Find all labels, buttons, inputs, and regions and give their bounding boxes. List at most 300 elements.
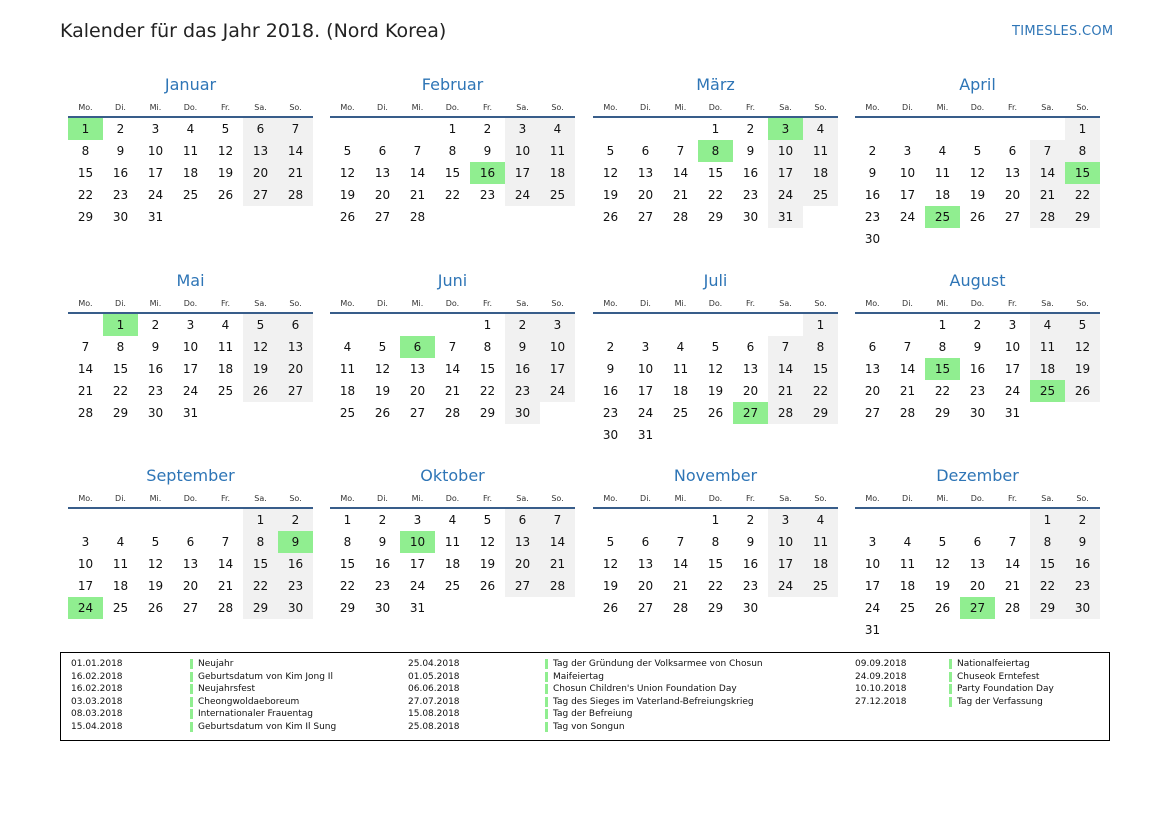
empty-cell: [855, 314, 890, 336]
day: 8: [1030, 531, 1065, 553]
empty-cell: [365, 314, 400, 336]
day: 26: [217, 188, 234, 202]
day: 2: [151, 318, 160, 332]
day: 18: [339, 384, 356, 398]
day: 21: [672, 579, 689, 593]
weekday-label: Fr.: [220, 494, 231, 503]
day: 9: [973, 340, 982, 354]
empty-cell: [698, 314, 733, 336]
weekday-label: Do.: [708, 103, 723, 112]
day: 31: [1004, 406, 1021, 420]
day: 7: [903, 340, 912, 354]
day: 17: [147, 166, 164, 180]
day: 8: [81, 144, 90, 158]
day: 13: [864, 362, 881, 376]
day: 18: [672, 384, 689, 398]
day: 9: [116, 144, 125, 158]
weekday-label: Di.: [115, 103, 126, 112]
day: 21: [1030, 184, 1065, 206]
day: 18: [112, 579, 129, 593]
day: 20: [409, 384, 426, 398]
day: 27: [278, 380, 313, 402]
day: 21: [672, 188, 689, 202]
day: 31: [409, 601, 426, 615]
day: 4: [116, 535, 125, 549]
day: 17: [768, 162, 803, 184]
legend-date: 15.08.2018: [408, 709, 460, 720]
day: 26: [147, 601, 164, 615]
legend-entry: [61, 696, 1109, 709]
day: 30: [864, 232, 881, 246]
legend-holiday-name: Maifeiertag: [553, 671, 604, 682]
day: 8: [1065, 140, 1100, 162]
day: 27: [864, 406, 881, 420]
weekday-label: Di.: [377, 494, 388, 503]
holiday-day: 6: [400, 336, 435, 358]
holiday-day: 15: [1065, 162, 1100, 184]
day: 13: [243, 140, 278, 162]
day: 29: [479, 406, 496, 420]
weekday-header: [855, 294, 1100, 314]
day: 21: [278, 162, 313, 184]
day: 16: [278, 553, 313, 575]
day-grid: [855, 118, 1100, 250]
day: 20: [864, 384, 881, 398]
day: 9: [151, 340, 160, 354]
day: 28: [217, 601, 234, 615]
day: 8: [448, 144, 457, 158]
day: 15: [479, 362, 496, 376]
day: 17: [637, 384, 654, 398]
legend-date: 06.06.2018: [408, 684, 460, 695]
day: 12: [217, 144, 234, 158]
legend-entry: [61, 721, 1109, 734]
day: 8: [711, 535, 720, 549]
day: 6: [243, 118, 278, 140]
day: 27: [637, 210, 654, 224]
empty-cell: [855, 118, 890, 140]
weekday-header: [593, 294, 838, 314]
day: 10: [540, 336, 575, 358]
day: 19: [707, 384, 724, 398]
weekday-label: Do.: [445, 103, 460, 112]
day: 19: [217, 166, 234, 180]
weekday-label: So.: [814, 299, 827, 308]
day: 6: [641, 144, 650, 158]
weekday-label: Mo.: [865, 103, 880, 112]
day: 8: [343, 535, 352, 549]
day: 4: [221, 318, 230, 332]
day: 5: [606, 535, 615, 549]
day: 23: [479, 188, 496, 202]
day: 5: [243, 314, 278, 336]
weekday-header: [330, 489, 575, 509]
weekday-label: Mi.: [674, 299, 687, 308]
weekday-label: Di.: [640, 494, 651, 503]
day: 30: [969, 406, 986, 420]
day: 9: [378, 535, 387, 549]
day: 22: [112, 384, 129, 398]
day: 18: [217, 362, 234, 376]
day: 30: [602, 428, 619, 442]
empty-cell: [890, 314, 925, 336]
day: 4: [343, 340, 352, 354]
day: 14: [217, 557, 234, 571]
day-grid: [68, 118, 313, 228]
weekday-label: Do.: [708, 494, 723, 503]
day: 13: [969, 557, 986, 571]
day: 29: [339, 601, 356, 615]
day: 11: [1030, 336, 1065, 358]
legend-holiday-name: Tag der Gründung der Volksarmee von Chosun: [553, 659, 763, 669]
month-november: [593, 463, 838, 619]
day: 29: [112, 406, 129, 420]
day: 13: [505, 531, 540, 553]
day: 17: [505, 162, 540, 184]
day: 26: [707, 406, 724, 420]
day: 11: [803, 531, 838, 553]
day: 6: [1008, 144, 1017, 158]
legend-holiday-name: Chuseok Erntefest: [957, 671, 1040, 682]
day: 26: [602, 601, 619, 615]
day: 5: [1065, 314, 1100, 336]
day: 25: [899, 601, 916, 615]
day: 7: [540, 509, 575, 531]
empty-cell: [768, 314, 803, 336]
day: 25: [803, 575, 838, 597]
day: 21: [768, 380, 803, 402]
weekday-label: So.: [551, 494, 564, 503]
weekday-label: Di.: [640, 103, 651, 112]
weekday-label: Mo.: [865, 494, 880, 503]
day: 30: [278, 597, 313, 619]
weekday-label: Mi.: [936, 103, 949, 112]
day: 23: [969, 384, 986, 398]
legend-entry: [61, 708, 1109, 721]
empty-cell: [628, 509, 663, 531]
day: 29: [707, 601, 724, 615]
month-name: Mai: [176, 271, 205, 290]
empty-cell: [173, 509, 208, 531]
weekday-label: Do.: [970, 103, 985, 112]
day: 3: [903, 144, 912, 158]
day: 10: [768, 140, 803, 162]
day: 22: [479, 384, 496, 398]
holiday-day: 8: [698, 140, 733, 162]
day: 26: [969, 210, 986, 224]
empty-cell: [628, 314, 663, 336]
day: 24: [182, 384, 199, 398]
day: 10: [899, 166, 916, 180]
day: 23: [278, 575, 313, 597]
site-link[interactable]: TIMESLES.COM: [1012, 24, 1114, 39]
day: 10: [77, 557, 94, 571]
month-name: Juni: [437, 271, 468, 290]
weekday-label: Sa.: [1041, 299, 1054, 308]
day: 7: [448, 340, 457, 354]
weekday-header: [855, 489, 1100, 509]
day: 13: [742, 362, 759, 376]
day: 1: [938, 318, 947, 332]
day: 5: [343, 144, 352, 158]
legend-holiday-name: Cheongwoldaeboreum: [198, 696, 300, 707]
legend-marker: [949, 672, 952, 682]
day: 2: [116, 122, 125, 136]
day: 10: [768, 531, 803, 553]
weekday-label: Mo.: [78, 103, 93, 112]
month-januar: [68, 72, 313, 228]
weekday-label: Di.: [902, 299, 913, 308]
day: 23: [602, 406, 619, 420]
day: 21: [444, 384, 461, 398]
weekday-label: Fr.: [745, 299, 756, 308]
day: 5: [221, 122, 230, 136]
weekday-label: Di.: [377, 299, 388, 308]
weekday-label: Mi.: [411, 299, 424, 308]
day: 4: [803, 509, 838, 531]
day: 26: [934, 601, 951, 615]
day: 25: [112, 601, 129, 615]
day: 20: [374, 188, 391, 202]
day: 19: [602, 188, 619, 202]
weekday-header: [330, 294, 575, 314]
day: 17: [77, 579, 94, 593]
weekday-label: Mi.: [674, 494, 687, 503]
day: 27: [505, 575, 540, 597]
day: 25: [217, 384, 234, 398]
weekday-label: Sa.: [779, 103, 792, 112]
day: 8: [483, 340, 492, 354]
weekday-header: [68, 294, 313, 314]
day: 31: [182, 406, 199, 420]
legend-date: 16.02.2018: [71, 684, 123, 695]
day: 20: [637, 579, 654, 593]
day: 4: [903, 535, 912, 549]
day: 24: [899, 210, 916, 224]
day: 4: [186, 122, 195, 136]
day: 4: [676, 340, 685, 354]
day: 15: [112, 362, 129, 376]
weekday-header: [593, 489, 838, 509]
weekday-label: Sa.: [779, 494, 792, 503]
legend-holiday-name: Neujahr: [198, 659, 234, 669]
weekday-label: So.: [1076, 494, 1089, 503]
day: 15: [707, 166, 724, 180]
weekday-label: Sa.: [516, 494, 529, 503]
day: 24: [768, 575, 803, 597]
weekday-label: Mi.: [149, 299, 162, 308]
day: 14: [540, 531, 575, 553]
weekday-label: Sa.: [1041, 103, 1054, 112]
day: 7: [1008, 535, 1017, 549]
day: 29: [1030, 597, 1065, 619]
day: 23: [864, 210, 881, 224]
day: 5: [938, 535, 947, 549]
legend-holiday-name: Nationalfeiertag: [957, 659, 1030, 669]
legend-marker: [949, 684, 952, 694]
day: 22: [707, 188, 724, 202]
weekday-label: Di.: [115, 299, 126, 308]
legend-marker: [949, 659, 952, 669]
weekday-label: Do.: [183, 494, 198, 503]
weekday-label: Mo.: [78, 494, 93, 503]
day: 19: [339, 188, 356, 202]
day: 4: [448, 513, 457, 527]
month-juni: [330, 268, 575, 424]
month-august: [855, 268, 1100, 424]
empty-cell: [365, 118, 400, 140]
weekday-label: Mi.: [936, 299, 949, 308]
day: 16: [602, 384, 619, 398]
empty-cell: [103, 509, 138, 531]
day: 11: [803, 140, 838, 162]
day: 6: [186, 535, 195, 549]
day: 26: [1065, 380, 1100, 402]
weekday-label: Fr.: [220, 299, 231, 308]
day: 4: [1030, 314, 1065, 336]
day: 23: [147, 384, 164, 398]
empty-cell: [138, 509, 173, 531]
weekday-label: Mo.: [603, 299, 618, 308]
day: 24: [505, 184, 540, 206]
legend-holiday-name: Tag der Verfassung: [957, 696, 1043, 707]
day: 27: [637, 601, 654, 615]
day: 15: [243, 553, 278, 575]
day: 26: [339, 210, 356, 224]
day: 30: [112, 210, 129, 224]
day: 27: [182, 601, 199, 615]
day: 30: [147, 406, 164, 420]
empty-cell: [855, 509, 890, 531]
day: 12: [374, 362, 391, 376]
day: 14: [899, 362, 916, 376]
weekday-label: Mi.: [149, 494, 162, 503]
day: 14: [1004, 557, 1021, 571]
day: 3: [641, 340, 650, 354]
day: 24: [637, 406, 654, 420]
day-grid: [330, 314, 575, 424]
day: 22: [934, 384, 951, 398]
weekday-label: Fr.: [1007, 299, 1018, 308]
empty-cell: [628, 118, 663, 140]
day: 15: [1030, 553, 1065, 575]
holiday-day: 27: [733, 402, 768, 424]
day: 12: [339, 166, 356, 180]
day: 20: [505, 553, 540, 575]
weekday-label: Mo.: [865, 299, 880, 308]
legend-holiday-name: Chosun Children's Union Foundation Day: [553, 684, 737, 695]
day: 6: [746, 340, 755, 354]
day: 14: [77, 362, 94, 376]
legend-date: 01.01.2018: [71, 659, 123, 669]
day: 15: [77, 166, 94, 180]
day: 28: [77, 406, 94, 420]
day: 28: [1004, 601, 1021, 615]
day: 29: [934, 406, 951, 420]
day: 28: [672, 210, 689, 224]
day-grid: [593, 509, 838, 619]
day: 3: [540, 314, 575, 336]
day: 1: [343, 513, 352, 527]
day: 7: [676, 535, 685, 549]
weekday-label: Di.: [902, 103, 913, 112]
day: 2: [1065, 509, 1100, 531]
legend-date: 24.09.2018: [855, 671, 907, 682]
day: 3: [505, 118, 540, 140]
month-name: Februar: [421, 75, 484, 94]
day: 19: [602, 579, 619, 593]
day: 14: [768, 358, 803, 380]
empty-cell: [593, 509, 628, 531]
holiday-day: 15: [925, 358, 960, 380]
month-name: März: [696, 75, 735, 94]
day: 3: [151, 122, 160, 136]
day: 12: [243, 336, 278, 358]
day: 24: [1004, 384, 1021, 398]
day: 17: [182, 362, 199, 376]
day: 28: [444, 406, 461, 420]
day: 9: [1065, 531, 1100, 553]
day: 15: [339, 557, 356, 571]
day: 3: [768, 509, 803, 531]
weekday-header: [68, 98, 313, 118]
day: 13: [637, 166, 654, 180]
day: 1: [1030, 509, 1065, 531]
day: 2: [278, 509, 313, 531]
weekday-label: Mo.: [340, 494, 355, 503]
day: 16: [147, 362, 164, 376]
day: 6: [378, 144, 387, 158]
weekday-label: So.: [289, 103, 302, 112]
month-name: November: [673, 466, 758, 485]
day: 2: [746, 513, 755, 527]
day: 25: [444, 579, 461, 593]
month-februar: [330, 72, 575, 228]
day: 10: [505, 140, 540, 162]
weekday-label: Mo.: [340, 299, 355, 308]
day: 25: [339, 406, 356, 420]
weekday-label: Sa.: [516, 299, 529, 308]
weekday-label: Di.: [115, 494, 126, 503]
legend-date: 03.03.2018: [71, 696, 123, 707]
day: 17: [1004, 362, 1021, 376]
weekday-label: Do.: [970, 299, 985, 308]
page-title: Kalender für das Jahr 2018. (Nord Korea): [60, 20, 447, 42]
day: 19: [147, 579, 164, 593]
weekday-label: Fr.: [220, 103, 231, 112]
empty-cell: [330, 314, 365, 336]
weekday-label: Di.: [640, 299, 651, 308]
legend-marker: [545, 709, 548, 719]
day: 16: [1065, 553, 1100, 575]
empty-cell: [593, 118, 628, 140]
day: 28: [1030, 206, 1065, 228]
day: 31: [637, 428, 654, 442]
month-name: Dezember: [936, 466, 1019, 485]
holiday-day: 3: [768, 118, 803, 140]
day: 27: [409, 406, 426, 420]
weekday-header: [593, 98, 838, 118]
empty-cell: [435, 314, 470, 336]
weekday-label: Fr.: [1007, 103, 1018, 112]
day: 27: [374, 210, 391, 224]
day: 11: [899, 557, 916, 571]
day: 1: [448, 122, 457, 136]
day: 28: [540, 575, 575, 597]
weekday-label: Mo.: [603, 103, 618, 112]
day: 5: [483, 513, 492, 527]
day: 20: [969, 579, 986, 593]
